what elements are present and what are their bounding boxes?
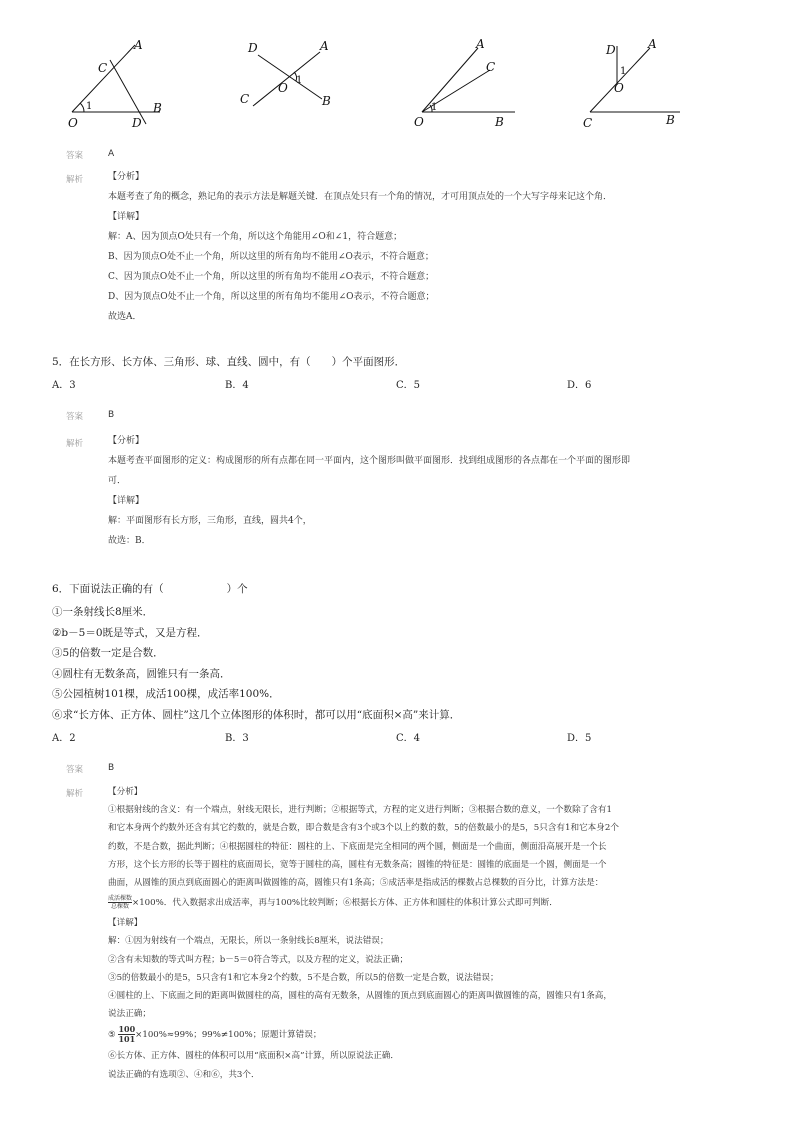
fig-d-label: 1 xyxy=(620,66,627,77)
explanation-line: 解：①因为射线有一个端点，无限长，所以一条射线长8厘米，说法错误； xyxy=(108,936,389,947)
explanation-line: 解：平面图形有长方形，三角形，直线，圆共4个， xyxy=(108,516,312,526)
statement-item: ⑤公园植树101棵，成活100棵，成活率100%． xyxy=(52,688,280,700)
fig-d-label: O xyxy=(614,81,624,95)
explanation-line: 故选：B． xyxy=(108,536,151,546)
figure-c xyxy=(414,37,515,129)
explanation-line: 可． xyxy=(108,476,127,486)
explanation-line: 【详解】 xyxy=(108,918,143,929)
fig-a-label: 1 xyxy=(86,101,93,112)
explanation-line: 曲面，从圆锥的顶点到底面圆心的距离叫做圆锥的高，圆锥只有1条高；⑤成活率是指成活的棵数占总棵数的百分比，计算方法是： xyxy=(108,878,604,889)
explanation-line: 方形，这个长方形的长等于圆柱的底面周长，宽等于圆柱的高，圆柱有无数条高；圆锥的特征是：圆锥的底面是一个圆，侧面是一个 xyxy=(108,859,607,870)
explanation-line: ③5的倍数最小的是5，5只含有1和它本身2个约数，5不是合数，所以5的倍数一定是合数，说法错误； xyxy=(108,972,499,983)
option-d: D．5 xyxy=(567,733,592,744)
explanation-line: 【分析】 xyxy=(108,172,145,182)
explanation-line: ①根据射线的含义：有一个端点，射线无限长，进行判断；②根据等式，方程的定义进行判断；③根据合数的意义，一个数除了含有1 xyxy=(108,805,612,816)
explanation-line: ④圆柱的上、下底面之间的距离叫做圆柱的高，圆柱的高有无数条，从圆锥的顶点到底面圆心的距离叫做圆锥的高，圆锥只有1条高， xyxy=(108,991,612,1002)
fig-b-label: O xyxy=(278,81,288,95)
fig-a-label: O xyxy=(68,116,78,130)
fig-b-label: A xyxy=(320,39,329,53)
survival-rate-fraction xyxy=(108,895,132,910)
fig-d-label: B xyxy=(666,113,675,127)
fraction-numerator: 100 xyxy=(118,1024,136,1035)
fig-c-label: A xyxy=(476,37,485,51)
answer-value: A xyxy=(108,149,115,159)
statement-item: ③5的倍数一定是合数． xyxy=(52,647,164,659)
explanation-q6 xyxy=(108,783,619,1084)
answer-value: B xyxy=(108,763,115,773)
explanation-line: ②含有未知数的等式叫方程；b－5＝0符合等式，以及方程的定义，说法正确； xyxy=(108,954,409,965)
question-stem: 5．在长方形、长方体、三角形、球、直线、圆中，有（ ）个平面图形． xyxy=(52,356,406,368)
explanation-line: 解：A、因为顶点O处只有一个角，所以这个角能用∠O和∠1，符合题意； xyxy=(108,232,403,242)
fig-a-label: D xyxy=(132,116,142,130)
fig-d-label: A xyxy=(648,37,657,51)
fig-c-label: O xyxy=(414,115,424,129)
fig-a-label: C xyxy=(98,61,108,75)
explanation-label: 解析 xyxy=(66,175,84,185)
statement-item: ⑥求“长方体、正方体、圆柱”这几个立体图形的体积时，都可以用“底面积×高”来计算． xyxy=(52,708,461,721)
figure-a xyxy=(68,38,162,130)
formula-text: ×100%．代入数据求出成活率，再与100%比较判断；⑥根据长方体、正方体和圆柱的体积计算公式即可判断． xyxy=(132,898,558,909)
answer-value: B xyxy=(108,410,115,420)
fig-d-label: D xyxy=(606,43,616,57)
explanation-line: C、因为顶点O处不止一个角，所以这里的所有角均不能用∠O表示，不符合题意； xyxy=(108,272,435,282)
option-a: A．3 xyxy=(52,380,76,391)
explanation-line: B、因为顶点O处不止一个角，所以这里的所有角均不能用∠O表示，不符合题意； xyxy=(108,252,434,262)
explanation-line: D、因为顶点O处不止一个角，所以这里的所有角均不能用∠O表示，不符合题意； xyxy=(108,292,435,302)
calc-fraction xyxy=(118,1025,135,1044)
fig-b-label: C xyxy=(240,92,250,106)
figure-b xyxy=(240,39,331,108)
explanation-q4 xyxy=(108,167,612,327)
option-c: C．4 xyxy=(396,733,421,744)
explanation-line: 和它本身两个约数外还含有其它约数的，就是合数，即合数是含有3个或3个以上约数的数，5的倍数最小的是5，5只含有1和它本身2个 xyxy=(108,823,619,834)
fig-a-label: B xyxy=(153,101,162,115)
formula-line xyxy=(108,892,619,914)
option-b: B．3 xyxy=(225,733,249,744)
fig-c-label: 1 xyxy=(431,102,438,113)
calc-line xyxy=(108,1023,619,1047)
statement-item: ④圆柱有无数条高，圆锥只有一条高． xyxy=(52,667,231,680)
explanation-q5 xyxy=(108,431,630,551)
answer-label: 答案 xyxy=(66,412,84,422)
explanation-line: ⑥长方体、正方体、圆柱的体积可以用“底面积×高”计算，所以原说法正确． xyxy=(108,1051,399,1062)
fraction-denominator: 101 xyxy=(118,1034,136,1045)
calc-prefix: ⑤ xyxy=(108,1030,116,1041)
explanation-label: 解析 xyxy=(66,439,84,449)
fig-a-label: A xyxy=(134,38,143,52)
fig-d-label: C xyxy=(583,116,593,130)
explanation-line: 【详解】 xyxy=(108,496,145,506)
answer-label: 答案 xyxy=(66,151,84,161)
option-a: A．2 xyxy=(52,733,76,744)
statement-list xyxy=(52,602,460,725)
explanation-line: 本题考查了角的概念，熟记角的表示方法是解题关键．在顶点处只有一个角的情况，才可用顶点处的一个大写字母来记这个角． xyxy=(108,192,613,202)
fraction-denominator: 总棵数 xyxy=(111,903,130,911)
fig-b-label: B xyxy=(322,94,331,108)
explanation-line: 【分析】 xyxy=(108,436,145,446)
explanation-line: 说法正确； xyxy=(108,1009,151,1020)
fraction-numerator: 成活棵数 xyxy=(108,895,133,903)
option-b: B．4 xyxy=(225,380,249,391)
explanation-label: 解析 xyxy=(66,789,84,799)
explanation-line: 故选A． xyxy=(108,312,142,322)
fig-b-label: D xyxy=(248,41,258,55)
explanation-line: 【分析】 xyxy=(108,787,143,797)
option-c: C．5 xyxy=(396,380,421,391)
option-d: D．6 xyxy=(567,380,592,391)
figure-d xyxy=(583,37,680,130)
explanation-line: 说法正确的有选项②、④和⑥，共3个． xyxy=(108,1069,260,1080)
angle-figures xyxy=(0,30,794,140)
calc-text: ×100%≈99%；99%≠100%；原题计算错误； xyxy=(135,1030,322,1041)
statement-item: ①一条射线长8厘米． xyxy=(52,606,154,618)
fig-c-label: B xyxy=(495,115,504,129)
answer-label: 答案 xyxy=(66,765,84,775)
fig-b-label: 1 xyxy=(296,75,303,86)
fig-c-label: C xyxy=(486,60,496,74)
explanation-line: 约数，不是合数，据此判断；④根据圆柱的特征：圆柱的上、下底面是完全相同的两个圆，侧面是一个曲面，侧面沿高展开是一个长 xyxy=(108,841,607,852)
question-stem: 6．下面说法正确的有（ ）个 xyxy=(52,583,248,595)
explanation-line: 【详解】 xyxy=(108,212,145,222)
statement-item: ②b－5＝0既是等式，又是方程． xyxy=(52,626,208,639)
explanation-line: 本题考查平面图形的定义：构成图形的所有点都在同一平面内，这个图形叫做平面图形．找到组成图形的各点都在一个平面的图形即 xyxy=(108,456,631,466)
